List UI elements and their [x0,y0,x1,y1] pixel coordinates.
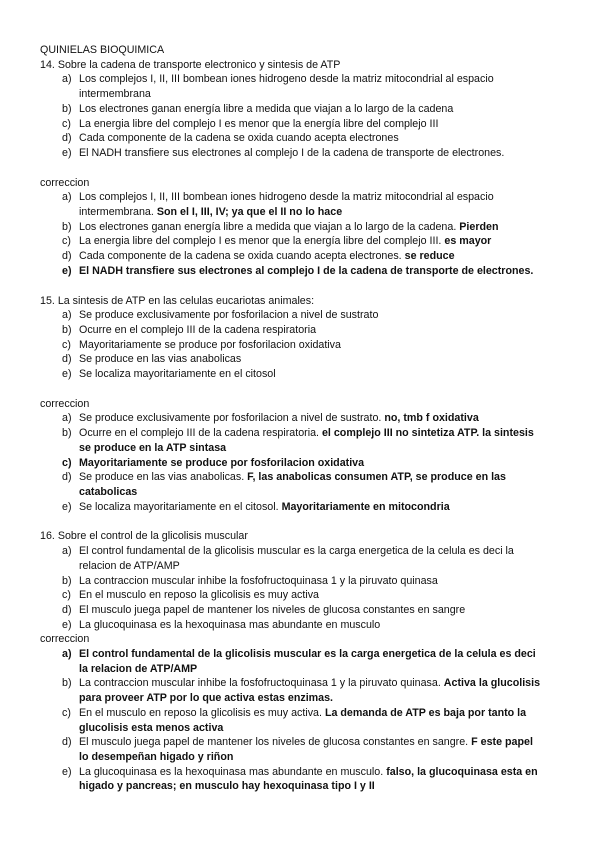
question-14-corrections [40,190,544,278]
option-item: d) Se produce en las vias anabolicas [62,353,242,366]
correction-note: se reduce [404,250,455,263]
correction-note: Son el I, III, IV; ya que el II no lo hace [156,206,343,219]
correction-note: falso, la glucoquinasa esta en higado y pancreas; en musculo hay hexoquinasa tipo I y II [79,765,538,793]
question-14-options [40,72,544,160]
correction-item-correct: a) El control fundamental de la glicolisis muscular es la carga energetica de la celula es deci la relacion de ATP/AMP [62,648,536,675]
correction-item: b) Los electrones ganan energía libre a medida que viajan a lo largo de la cadena. Pierden [62,220,499,233]
option-item: e) El NADH transfiere sus electrones al complejo I de la cadena de transporte de electrones. [62,146,505,159]
option-item: a) El control fundamental de la glicolisis muscular es la carga energetica de la celula es deci la relacion de ATP/AMP [62,545,514,572]
option-item: b) Los electrones ganan energía libre a medida que viajan a lo largo de la cadena [62,102,454,115]
correction-item: a) Los complejos I, II, III bombean iones hidrogeno desde la matriz mitocondrial al espacio intermembrana. Son el I, III, IV; ya que el II no lo hace [62,191,494,219]
option-item: a) Los complejos I, II, III bombean iones hidrogeno desde la matriz mitocondrial al espacio intermembrana [62,73,494,101]
option-item: d) El musculo juega papel de mantener los niveles de glucosa constantes en sangre [62,603,466,616]
option-item: a) Se produce exclusivamente por fosforilacion a nivel de sustrato [62,309,379,322]
correction-heading: correccion [40,633,90,646]
correction-item: a) Se produce exclusivamente por fosforilacion a nivel de sustrato. no, tmb f oxidativa [62,412,479,425]
correction-item: b) Ocurre en el complejo III de la cadena respiratoria. el complejo III no sintetiza ATP. la sintesis se produce en la ATP sintasa [62,427,534,454]
correction-note: es mayor [444,235,492,248]
question-15-options [40,308,544,382]
correction-heading: correccion [40,176,90,189]
correction-note: La demanda de ATP es baja por tanto la glucolisis esta menos activa [79,706,527,734]
option-item: d) Cada componente de la cadena se oxida cuando acepta electrones [62,132,399,145]
option-item: c) Mayoritariamente se produce por fosforilacion oxidativa [62,338,341,351]
correction-heading: correccion [40,397,90,410]
correction-item: e) Se localiza mayoritariamente en el citosol. Mayoritariamente en mitocondria [62,500,450,513]
question-14: 14. Sobre la cadena de transporte electronico y sintesis de ATP [40,58,341,71]
correction-item-correct: c) Mayoritariamente se produce por fosforilacion oxidativa [62,456,365,469]
question-15: 15. La sintesis de ATP en las celulas eucariotas animales: [40,294,315,307]
option-item: e) La glucoquinasa es la hexoquinasa mas abundante en musculo [62,618,381,631]
correction-item: d) Cada componente de la cadena se oxida cuando acepta electrones. se reduce [62,250,455,263]
option-item: c) La energia libre del complejo I es menor que la energía libre del complejo III [62,117,439,130]
correction-note: no, tmb f oxidativa [384,412,479,425]
correction-item: e) La glucoquinasa es la hexoquinasa mas abundante en musculo. falso, la glucoquinasa esta en higado y pancreas; en musculo hay hexoquinasa tipo I y II [62,765,538,793]
correction-note: Pierden [459,220,499,233]
question-16-corrections [40,647,544,794]
option-item: c) En el musculo en reposo la glicolisis es muy activa [62,589,319,602]
correction-note: F, las anabolicas consumen ATP, se produce en las catabolicas [79,471,506,498]
option-item: e) Se localiza mayoritariamente en el citosol [62,368,276,381]
question-16-options [40,544,544,632]
correction-item-correct: e) El NADH transfiere sus electrones al complejo I de la cadena de transporte de electrones. [62,264,534,277]
correction-note: el complejo III no sintetiza ATP. la sintesis se produce en la ATP sintasa [79,427,534,454]
correction-item: d) Se produce en las vias anabolicas. F, las anabolicas consumen ATP, se produce en las catabolicas [62,471,506,498]
question-16: 16. Sobre el control de la glicolisis muscular [40,530,248,543]
option-item: b) La contraccion muscular inhibe la fosfofructoquinasa 1 y la piruvato quinasa [62,574,438,587]
correction-item: c) La energia libre del complejo I es menor que la energía libre del complejo III. es mayor [62,235,492,248]
correction-note: F este papel lo desempeñan higado y riñon [79,736,533,763]
correction-item: c) En el musculo en reposo la glicolisis es muy activa. La demanda de ATP es baja por tanto la glucolisis esta menos activa [62,706,527,734]
document-title: QUINIELAS BIOQUIMICA [40,44,165,56]
correction-item: b) La contraccion muscular inhibe la fosfofructoquinasa 1 y la piruvato quinasa. Activa la glucolisis para proveer ATP por lo que activa estas enzimas. [62,677,541,705]
correction-note: Activa la glucolisis para proveer ATP por lo que activa estas enzimas. [79,677,541,705]
question-15-corrections [40,411,544,514]
correction-note: Mayoritariamente en mitocondria [281,500,450,513]
correction-item: d) El musculo juega papel de mantener los niveles de glucosa constantes en sangre. F este papel lo desempeñan higado y riñon [62,736,533,763]
option-item: b) Ocurre en el complejo III de la cadena respiratoria [62,323,317,336]
